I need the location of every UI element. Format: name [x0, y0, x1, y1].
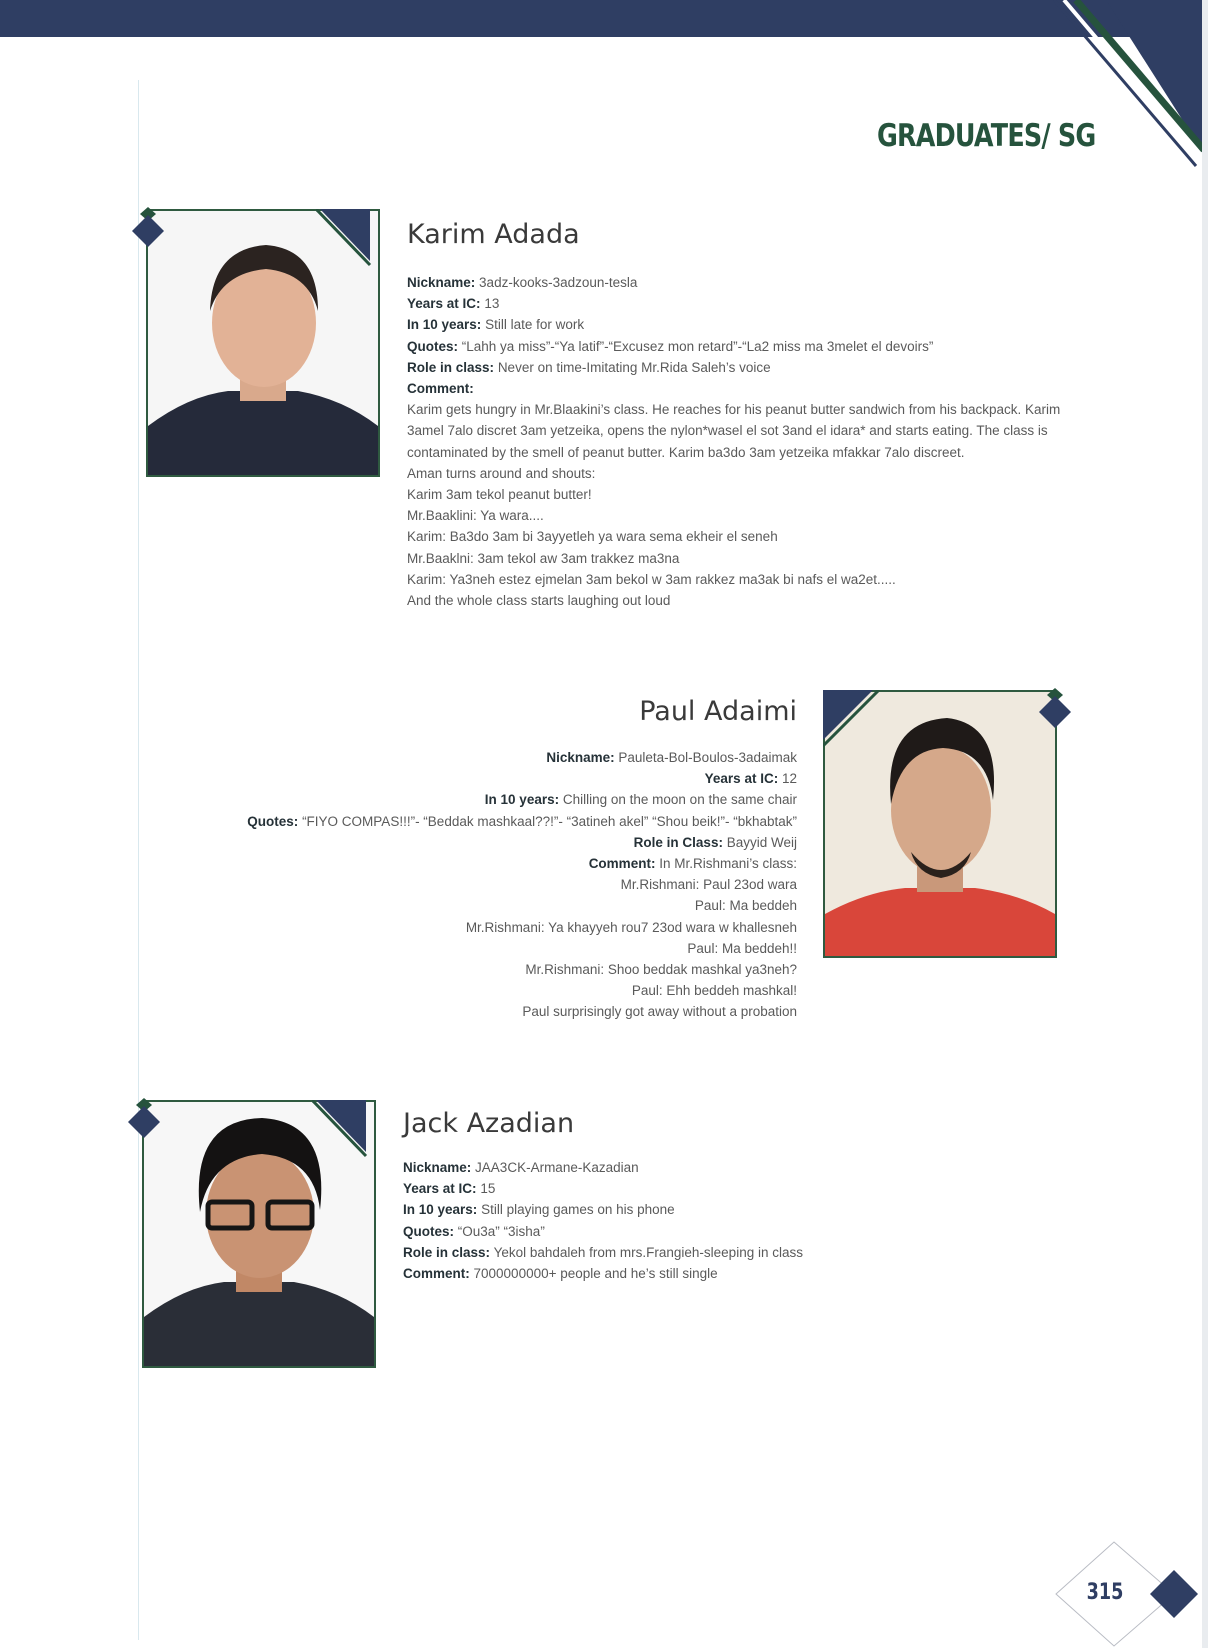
quotes-value: “FIYO COMPAS!!!”- “Beddak mashkaal??!”- “3atineh akel” “Shou beik!”- “bkhabtak” [302, 813, 797, 829]
nickname-label: Nickname: [403, 1160, 472, 1175]
years-value: 13 [484, 296, 500, 312]
comment-row [403, 1263, 1103, 1284]
role-value: Bayyid Weij [726, 834, 797, 850]
role-value: Yekol bahdaleh from mrs.Frangieh-sleeping in class [493, 1244, 803, 1260]
photo-jack-azadian [142, 1100, 376, 1368]
nickname-value: 3adz-kooks-3adzoun-tesla [479, 275, 638, 290]
years-label: Years at IC: [407, 296, 481, 312]
photo-corner-triangle [823, 690, 887, 750]
quotes-value: “Lahh ya miss”-“Ya latif”-“Excusez mon retard”-“La2 miss ma 3melet el devoirs” [461, 338, 934, 354]
diamond-icon [130, 205, 166, 249]
photo-paul-adaimi [823, 690, 1057, 958]
in-10-years-value: Still playing games on his phone [481, 1202, 675, 1218]
page-number: 315 [1086, 1580, 1124, 1605]
quotes-label: Quotes: [403, 1223, 455, 1239]
comment-line: Karim: Ba3do 3am bi 3ayyetleh ya wara sema ekheir el seneh [407, 529, 778, 545]
quotes-row [403, 1221, 1103, 1242]
role-row [97, 832, 797, 853]
years-row [97, 768, 797, 789]
comment-line: Mr.Baaklini: Ya wara.... [407, 508, 544, 524]
years-row [407, 293, 1082, 314]
nickname-value: Pauleta-Bol-Boulos-3adaimak [618, 750, 797, 765]
graduate-name: Jack Azadian [403, 1108, 575, 1139]
comment-line: Aman turns around and shouts: [407, 465, 596, 481]
nickname-row [97, 747, 797, 768]
role-row [407, 357, 1082, 378]
diamond-icon [1037, 686, 1073, 730]
page-number-badge [1052, 1540, 1202, 1648]
in-10-years-row [97, 789, 797, 810]
in-10-years-value: Chilling on the moon on the same chair [562, 792, 797, 808]
nickname-row [403, 1157, 1103, 1178]
comment-value: In Mr.Rishmani’s class: [659, 856, 797, 872]
years-value: 15 [480, 1181, 496, 1197]
comment-line: Paul: Ma beddeh [694, 898, 797, 914]
comment-label: Comment: [588, 856, 656, 872]
graduate-info-jack [403, 1157, 1103, 1284]
comment-line: Mr.Rishmani: Paul 23od wara [620, 877, 797, 893]
comment-row [97, 853, 797, 874]
nickname-value: JAA3CK-Armane-Kazadian [475, 1160, 639, 1175]
role-label: Role in class: [407, 359, 495, 375]
quotes-row [97, 811, 797, 832]
comment-label: Comment: [403, 1266, 470, 1282]
role-label: Role in class: [403, 1244, 491, 1260]
comment-line: Karim gets hungry in Mr.Blaakini’s class. He reaches for his peanut butter sandwich from his backpack. Karim 3amel 7alo discret 3am yetzeika, opens the nylon*wasel el sot 3and el idara* and starts eating. The class is contaminated by the smell of peanut butter. Karim ba3do 3am yetzeika mfakkar 7alo discreet. [407, 402, 1061, 460]
comment-line: Karim 3am tekol peanut butter! [407, 487, 592, 503]
in-10-years-row [407, 314, 1082, 335]
comment-row [407, 378, 1082, 399]
comment-line: And the whole class starts laughing out loud [407, 593, 671, 609]
graduate-name: Paul Adaimi [639, 696, 797, 727]
diamond-icon [126, 1096, 162, 1140]
graduate-info-karim [407, 272, 1082, 611]
photo-corner-triangle [316, 209, 380, 269]
page-edge [1202, 0, 1208, 1648]
nickname-label: Nickname: [407, 275, 476, 290]
photo-corner-triangle [312, 1100, 376, 1160]
years-row [403, 1178, 1103, 1199]
quotes-label: Quotes: [247, 813, 299, 829]
role-label: Role in Class: [633, 834, 723, 850]
nickname-label: Nickname: [546, 750, 615, 765]
graduate-name: Karim Adada [407, 219, 580, 250]
comment-line: Paul: Ehh beddeh mashkal! [631, 983, 797, 999]
years-label: Years at IC: [403, 1181, 477, 1197]
photo-karim-adada [146, 209, 380, 477]
comment-label: Comment: [407, 381, 474, 397]
comment-line: Mr.Baaklni: 3am tekol aw 3am trakkez ma3na [407, 550, 680, 566]
years-value: 12 [781, 771, 797, 787]
nickname-row [407, 272, 1082, 293]
in-10-years-value: Still late for work [485, 317, 585, 333]
role-row [403, 1242, 1103, 1263]
comment-value: 7000000000+ people and he’s still single [473, 1266, 718, 1282]
graduate-info-paul [97, 747, 797, 1023]
in-10-years-label: In 10 years: [484, 792, 560, 808]
comment-line: Mr.Rishmani: Shoo beddak mashkal ya3neh? [525, 962, 797, 978]
comment-line: Mr.Rishmani: Ya khayyeh rou7 23od wara w khallesneh [465, 919, 797, 935]
quotes-value: “Ou3a” “3isha” [457, 1223, 545, 1239]
role-value: Never on time-Imitating Mr.Rida Saleh’s voice [497, 359, 771, 375]
years-label: Years at IC: [704, 771, 779, 787]
quotes-row [407, 336, 1082, 357]
quotes-label: Quotes: [407, 338, 459, 354]
comment-line: Karim: Ya3neh estez ejmelan 3am bekol w 3am rakkez ma3ak bi nafs el wa2et..... [407, 571, 896, 587]
section-title: GRADUATES/ SG [876, 118, 1095, 154]
comment-line: Paul surprisingly got away without a probation [522, 1004, 797, 1020]
in-10-years-row [403, 1199, 1103, 1220]
in-10-years-label: In 10 years: [407, 317, 482, 333]
in-10-years-label: In 10 years: [403, 1202, 478, 1218]
comment-line: Paul: Ma beddeh!! [687, 940, 797, 956]
